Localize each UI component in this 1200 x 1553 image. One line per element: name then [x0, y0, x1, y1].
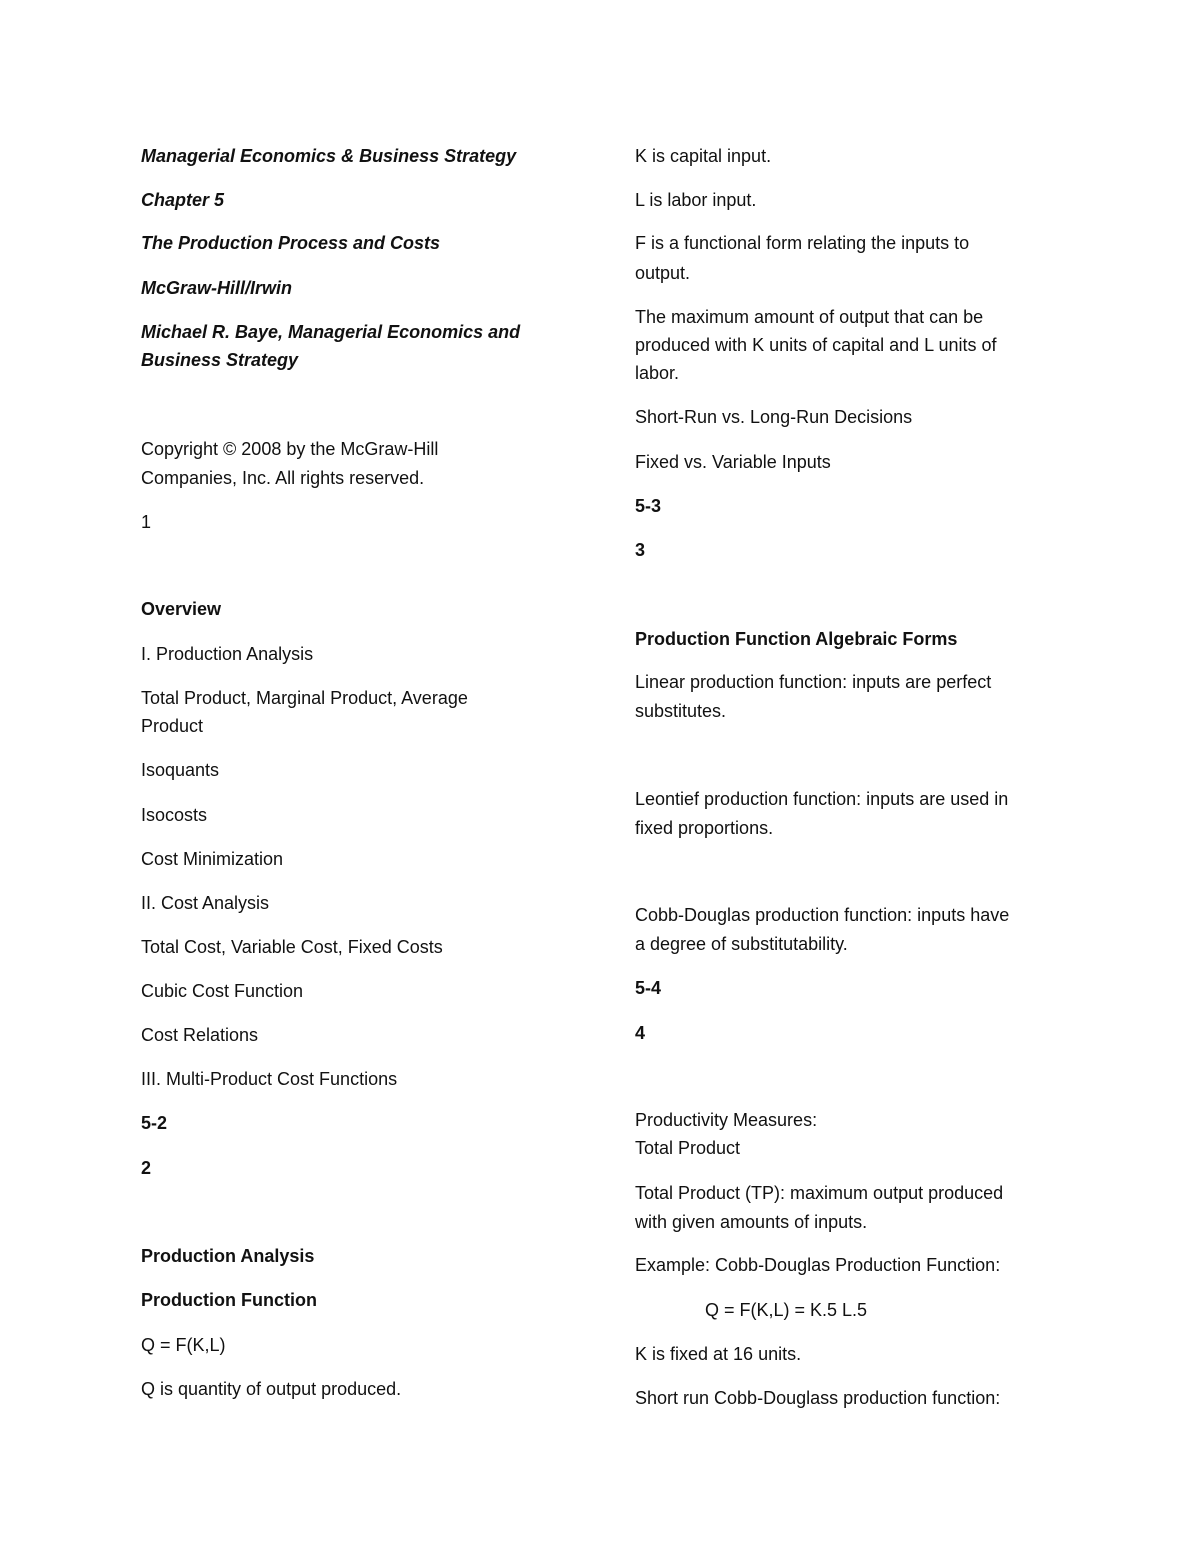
- slide-number: 5-3: [635, 496, 662, 516]
- slide-number: 5-2: [141, 1113, 168, 1133]
- slide-number: 5-4: [635, 978, 662, 998]
- f-definition-line-1: F is a functional form relating the inputs to: [635, 233, 970, 253]
- l-definition: L is labor input.: [635, 190, 757, 210]
- overview-item: Total Cost, Variable Cost, Fixed Costs: [141, 937, 443, 957]
- book-title: Managerial Economics & Business Strategy: [141, 146, 517, 166]
- leontief-line-2: fixed proportions.: [635, 818, 774, 838]
- chapter-number: Chapter 5: [141, 190, 225, 210]
- overview-item: Isocosts: [141, 805, 208, 825]
- short-long-run: Short-Run vs. Long-Run Decisions: [635, 407, 913, 427]
- author-line-2: Business Strategy: [141, 350, 299, 370]
- max-output-line-3: labor.: [635, 363, 680, 383]
- k-definition: K is capital input.: [635, 146, 772, 166]
- f-definition-line-2: output.: [635, 263, 691, 283]
- algebraic-forms-heading: Production Function Algebraic Forms: [635, 629, 958, 649]
- productivity-measures: Productivity Measures:: [635, 1110, 818, 1130]
- fixed-variable-inputs: Fixed vs. Variable Inputs: [635, 452, 831, 472]
- production-analysis-heading: Production Analysis: [141, 1246, 315, 1266]
- overview-item: Cost Minimization: [141, 849, 284, 869]
- overview-item: III. Multi-Product Cost Functions: [141, 1069, 398, 1089]
- example-line: Example: Cobb-Douglas Production Function:: [635, 1255, 1001, 1275]
- page-number-2: 2: [141, 1158, 152, 1178]
- overview-item: Cost Relations: [141, 1025, 259, 1045]
- max-output-line-2: produced with K units of capital and L units of: [635, 335, 997, 355]
- overview-item: Isoquants: [141, 760, 220, 780]
- linear-line-1: Linear production function: inputs are perfect: [635, 672, 992, 692]
- tp-definition-line-2: with given amounts of inputs.: [635, 1212, 868, 1232]
- short-run-function-line: Short run Cobb-Douglass production function:: [635, 1388, 1001, 1408]
- max-output-line-1: The maximum amount of output that can be: [635, 307, 984, 327]
- total-product-heading: Total Product: [635, 1138, 741, 1158]
- production-function-heading: Production Function: [141, 1290, 317, 1310]
- copyright-line-1: Copyright © 2008 by the McGraw-Hill: [141, 439, 439, 459]
- k-fixed-line: K is fixed at 16 units.: [635, 1344, 802, 1364]
- copyright-line-2: Companies, Inc. All rights reserved.: [141, 468, 425, 488]
- linear-line-2: substitutes.: [635, 701, 727, 721]
- page-number-1: 1: [141, 512, 152, 532]
- author-line-1: Michael R. Baye, Managerial Economics and: [141, 322, 521, 342]
- page-number-3: 3: [635, 540, 646, 560]
- leontief-line-1: Leontief production function: inputs are used in: [635, 789, 1009, 809]
- overview-heading: Overview: [141, 599, 222, 619]
- publisher: McGraw-Hill/Irwin: [141, 278, 293, 298]
- chapter-title: The Production Process and Costs: [141, 233, 441, 253]
- overview-item: II. Cost Analysis: [141, 893, 270, 913]
- cobb-douglas-formula: Q = F(K,L) = K.5 L.5: [705, 1300, 868, 1320]
- overview-item: I. Production Analysis: [141, 644, 314, 664]
- overview-item: Total Product, Marginal Product, Average: [141, 688, 468, 708]
- tp-definition-line-1: Total Product (TP): maximum output produced: [635, 1183, 1004, 1203]
- cobb-douglas-line-2: a degree of substitutability.: [635, 934, 848, 954]
- page-number-4: 4: [635, 1023, 646, 1043]
- overview-item: Cubic Cost Function: [141, 981, 304, 1001]
- cobb-douglas-line-1: Cobb-Douglas production function: inputs have: [635, 905, 1010, 925]
- q-definition: Q is quantity of output produced.: [141, 1379, 402, 1399]
- overview-item: Product: [141, 716, 204, 736]
- production-function-formula: Q = F(K,L): [141, 1335, 226, 1355]
